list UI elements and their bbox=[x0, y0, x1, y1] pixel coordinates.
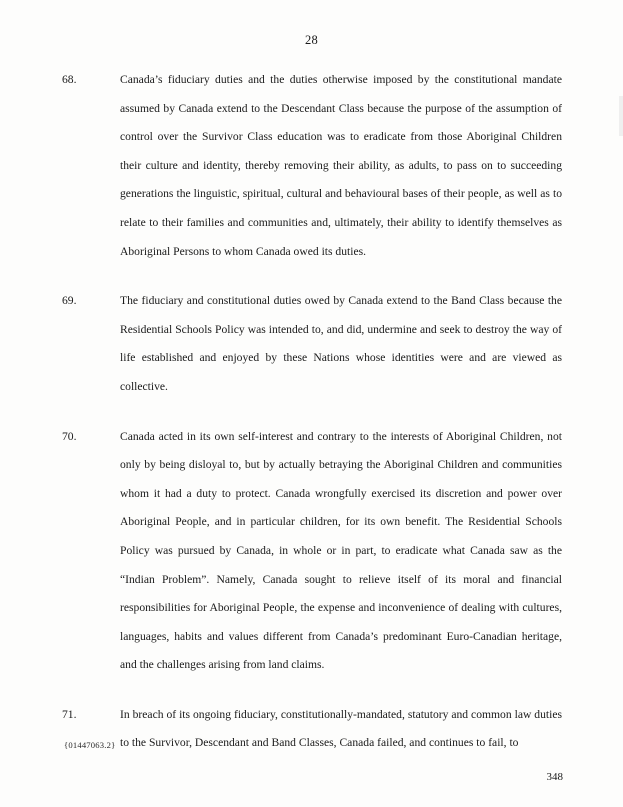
paragraph-69 bbox=[62, 287, 562, 401]
paragraph-68 bbox=[62, 66, 562, 266]
paragraph-70 bbox=[62, 423, 562, 680]
paragraph-text: The fiduciary and constitutional duties owed by Canada extend to the Band Class because the Residential Schools Policy was intended to, and did, undermine and seek to destroy the way of life established and enjoyed by these Nations whose identities were and are viewed as collective. bbox=[120, 294, 562, 393]
paragraph-number: 70. bbox=[62, 429, 77, 443]
paragraph-text: Canada acted in its own self-interest and contrary to the interests of Aboriginal Children, not only by being disloyal to, but by actually betraying the Aboriginal Children and communities whom it had a duty to protect. Canada wrongfully exercised its discretion and power over Aboriginal People, and in particular children, for its own benefit. The Residential Schools Policy was pursued by Canada, in whole or in part, to eradicate what Canada saw as the “Indian Problem”. Namely, Canada sought to relieve itself of its moral and financial responsibilities for Aboriginal People, the expense and inconvenience of dealing with cultures, languages, habits and values different from Canada’s predominant Euro-Canadian heritage, and the challenges arising from land claims. bbox=[120, 429, 562, 672]
paragraph-text: Canada’s fiduciary duties and the duties otherwise imposed by the constitutional mandate assumed by Canada extend to the Descendant Class because the purpose of the assumption of control over the Survivor Class education was to eradicate from those Aboriginal Children their culture and identity, thereby removing their ability, as adults, to pass on to succeeding generations the linguistic, spiritual, cultural and behavioural bases of their people, as well as to relate to their families and communities and, ultimately, their ability to identify themselves as Aboriginal Persons to whom Canada owed its duties. bbox=[120, 73, 562, 258]
document-footer-code: {01447063.2} bbox=[64, 740, 116, 750]
paragraph-71 bbox=[62, 701, 562, 758]
document-body bbox=[62, 66, 562, 779]
page-number-header: 28 bbox=[304, 33, 319, 47]
page-number-footer: 348 bbox=[546, 771, 563, 783]
paragraph-number: 69. bbox=[62, 294, 77, 308]
paragraph-number: 68. bbox=[62, 73, 77, 86]
scan-edge-artifact bbox=[619, 96, 623, 136]
paragraph-number: 71. bbox=[62, 707, 77, 721]
paragraph-text: In breach of its ongoing fiduciary, constitutionally-mandated, statutory and common law duties to the Survivor, Descendant and Band Classes, Canada failed, and continues to fail, to bbox=[120, 707, 562, 750]
